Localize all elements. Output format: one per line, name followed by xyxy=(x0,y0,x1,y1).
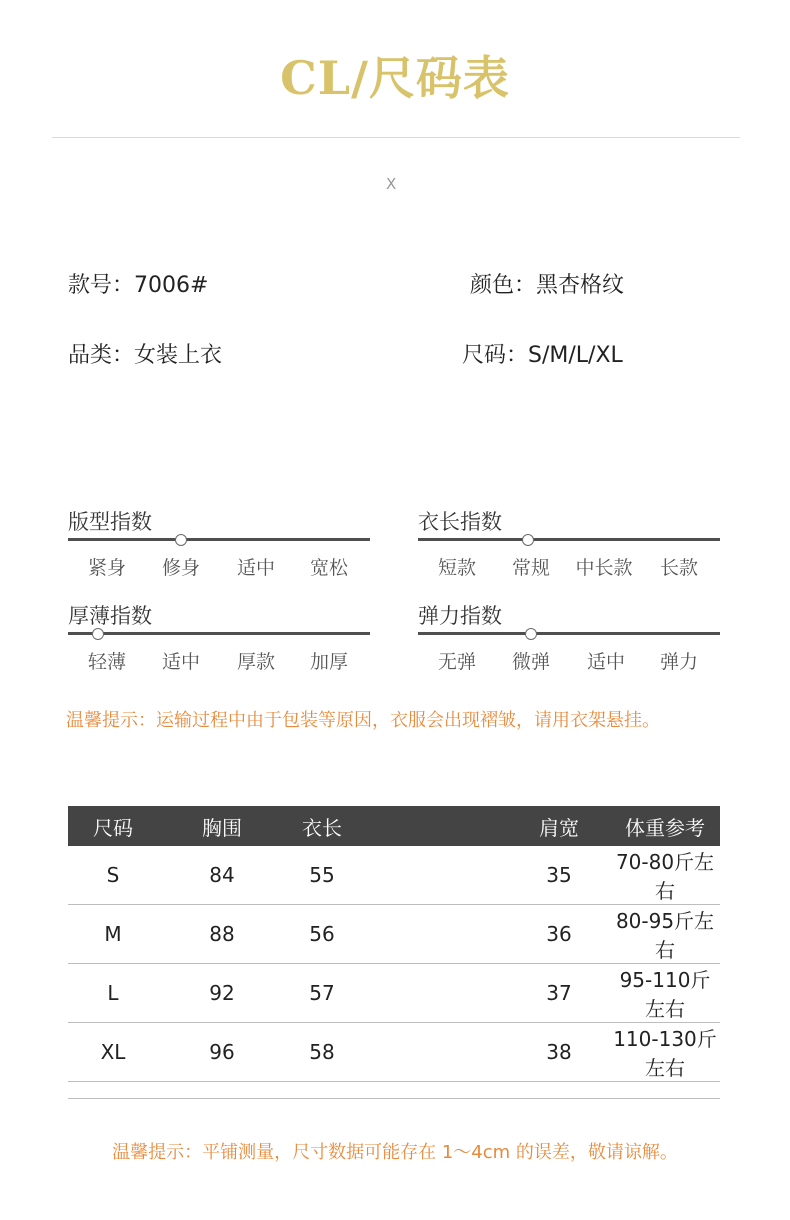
color-value: 黑杏格纹 xyxy=(536,273,625,298)
cell-weight: 110-130斤左右 xyxy=(610,1023,720,1082)
size-value: S/M/L/XL xyxy=(528,343,623,368)
header-shoulder: 肩宽 xyxy=(508,806,610,846)
fit-index-track xyxy=(68,538,370,541)
elasticity-index-knob xyxy=(525,628,537,640)
cell-weight: 95-110斤左右 xyxy=(610,964,720,1023)
thickness-option: 厚款 xyxy=(236,651,275,673)
cell-shoulder: 37 xyxy=(508,964,610,1023)
fit-index-title: 版型指数 xyxy=(68,510,152,534)
thickness-option: 加厚 xyxy=(309,651,348,673)
length-option: 长款 xyxy=(659,557,698,579)
cell-weight: 70-80斤左右 xyxy=(610,846,720,905)
bottom-divider xyxy=(68,1098,720,1099)
cell-size: S xyxy=(68,846,158,905)
measurement-tip: 温馨提示：平铺测量，尺寸数据可能存在 1～4cm 的误差，敬请谅解。 xyxy=(112,1142,678,1163)
length-index-track xyxy=(418,538,720,541)
length-option: 短款 xyxy=(437,557,476,579)
cell-size: L xyxy=(68,964,158,1023)
cell-length: 58 xyxy=(286,1023,358,1082)
cell-weight: 80-95斤左右 xyxy=(610,905,720,964)
cell-blank xyxy=(358,846,508,905)
color-info xyxy=(470,268,624,299)
style-number-label: 款号： xyxy=(68,273,135,298)
thickness-option: 轻薄 xyxy=(87,651,126,673)
elasticity-option: 无弹 xyxy=(437,651,476,673)
table-row xyxy=(68,964,720,1023)
category-label: 品类： xyxy=(68,343,135,368)
header-size: 尺码 xyxy=(68,806,158,846)
cell-blank xyxy=(358,1023,508,1082)
fit-option: 修身 xyxy=(161,557,200,579)
elasticity-index-title: 弹力指数 xyxy=(418,604,502,628)
header-bust: 胸围 xyxy=(158,806,286,846)
table-row xyxy=(68,905,720,964)
cell-bust: 88 xyxy=(158,905,286,964)
cell-length: 56 xyxy=(286,905,358,964)
cell-length: 55 xyxy=(286,846,358,905)
thickness-index-title: 厚薄指数 xyxy=(68,604,152,628)
header-weight: 体重参考 xyxy=(610,806,720,846)
header-blank xyxy=(358,806,508,846)
fit-option: 紧身 xyxy=(87,557,126,579)
length-option: 常规 xyxy=(511,557,550,579)
color-label: 颜色： xyxy=(470,273,537,298)
cell-shoulder: 35 xyxy=(508,846,610,905)
cell-bust: 96 xyxy=(158,1023,286,1082)
cell-blank xyxy=(358,905,508,964)
size-info xyxy=(462,338,623,369)
category-info xyxy=(68,338,222,369)
elasticity-index-track xyxy=(418,632,720,635)
thickness-index-track xyxy=(68,632,370,635)
category-value: 女装上衣 xyxy=(134,343,223,368)
elasticity-option: 微弹 xyxy=(511,651,550,673)
length-index-knob xyxy=(522,534,534,546)
cell-size: XL xyxy=(68,1023,158,1082)
fit-option: 适中 xyxy=(236,557,275,579)
page-title: CL/尺码表 xyxy=(280,51,510,105)
cell-bust: 84 xyxy=(158,846,286,905)
cell-shoulder: 38 xyxy=(508,1023,610,1082)
size-table xyxy=(68,806,720,1082)
top-divider xyxy=(52,137,740,138)
cell-bust: 92 xyxy=(158,964,286,1023)
style-number-value: 7006# xyxy=(134,273,209,298)
style-number xyxy=(68,268,208,299)
header-length: 衣长 xyxy=(286,806,358,846)
fit-option: 宽松 xyxy=(309,557,348,579)
close-icon[interactable]: X xyxy=(386,175,397,193)
thickness-option: 适中 xyxy=(161,651,200,673)
length-index-title: 衣长指数 xyxy=(418,510,502,534)
table-row xyxy=(68,1023,720,1082)
cell-length: 57 xyxy=(286,964,358,1023)
cell-size: M xyxy=(68,905,158,964)
elasticity-option: 适中 xyxy=(586,651,625,673)
thickness-index-knob xyxy=(92,628,104,640)
table-row xyxy=(68,846,720,905)
packaging-tip: 温馨提示：运输过程中由于包装等原因，衣服会出现褶皱，请用衣架悬挂。 xyxy=(66,710,660,731)
elasticity-option: 弹力 xyxy=(659,651,698,673)
cell-shoulder: 36 xyxy=(508,905,610,964)
size-table-header xyxy=(68,806,720,846)
length-option: 中长款 xyxy=(575,557,633,579)
fit-index-knob xyxy=(175,534,187,546)
size-label: 尺码： xyxy=(462,343,529,368)
cell-blank xyxy=(358,964,508,1023)
